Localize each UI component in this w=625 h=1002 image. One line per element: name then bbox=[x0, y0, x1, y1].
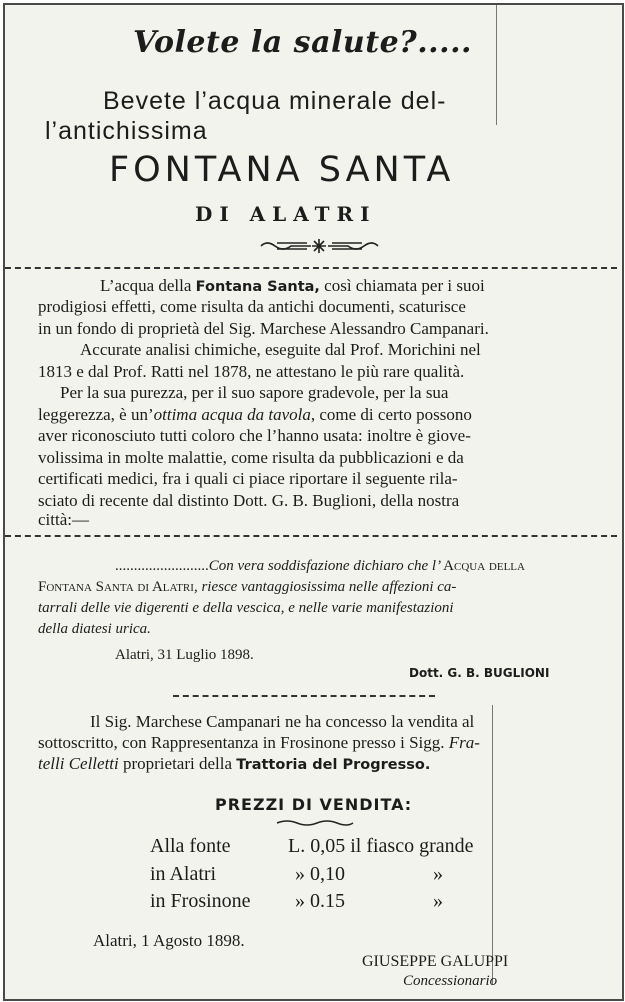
price-row-place: in Frosinone bbox=[150, 890, 251, 912]
para2-line-3: aver riconosciuto tutti coloro che l’hanno usata: inoltre è giove- bbox=[38, 426, 471, 445]
testimonial-signature: Dott. G. B. BUGLIONI bbox=[409, 666, 550, 680]
price-row-place: in Alatri bbox=[150, 863, 217, 885]
testimonial-line-2: Fontana Santa di Alatri, riesce vantaggiosissima nelle affezioni ca- bbox=[38, 579, 457, 595]
wavy-underline bbox=[275, 818, 355, 828]
crease-line bbox=[496, 5, 497, 125]
para1-line-1: L’acqua della Fontana Santa, così chiamata per i suoi bbox=[100, 276, 485, 295]
subtitle-line-2: l’antichissima bbox=[45, 117, 208, 145]
para2-line-7: città:— bbox=[38, 510, 89, 529]
para2-line-4: volissima in molte malattie, come risulta da pubblicazioni e da bbox=[38, 448, 464, 467]
brand-place: DI ALATRI bbox=[195, 202, 377, 226]
price-row-value: » 0.15 bbox=[295, 890, 345, 912]
testimonial-line-3: tarrali delle vie digerenti e della vescica, e nelle varie manifestazioni bbox=[38, 600, 454, 616]
footer-role: Concessionario bbox=[403, 973, 498, 989]
para1-line-5: 1813 e dal Prof. Ratti nel 1878, ne attestano le più rare qualità. bbox=[38, 362, 465, 381]
advertisement-page bbox=[5, 5, 622, 999]
short-divider bbox=[173, 695, 435, 697]
price-row-place: Alla fonte bbox=[150, 835, 231, 857]
prices-title: PREZZI DI VENDITA: bbox=[215, 795, 413, 814]
para1-line-3: in un fondo di proprietà del Sig. Marchese Alessandro Campanari. bbox=[38, 319, 489, 338]
price-row-value: L. 0,05 il fiasco grande bbox=[288, 835, 474, 857]
footer-name: GIUSEPPE GALUPPI bbox=[362, 953, 509, 970]
para2-line-1: Per la sua purezza, per il suo sapore gradevole, per la sua bbox=[60, 383, 449, 402]
price-row-value: » 0,10 bbox=[295, 863, 345, 885]
testimonial-line-1: .........................Con vera soddisfazione dichiaro che l’ Acqua della bbox=[115, 558, 525, 574]
testimonial-line-4: della diatesi urica. bbox=[38, 621, 151, 637]
section-divider bbox=[5, 535, 617, 537]
para3-line-2: sottoscritto, con Rappresentanza in Frosinone presso i Sigg. Fra- bbox=[38, 733, 480, 752]
para2-line-2: leggerezza, è un’ottima acqua da tavola, come di certo possono bbox=[38, 405, 472, 424]
headline: Volete la salute?..... bbox=[133, 25, 472, 60]
ornament-divider bbox=[257, 237, 382, 255]
section-divider bbox=[5, 267, 617, 269]
crease-line bbox=[492, 705, 493, 985]
para1-line-2: prodigiosi effetti, come risulta da antichi documenti, scaturisce bbox=[38, 297, 466, 316]
document-frame bbox=[3, 3, 624, 1001]
para2-line-6: sciato di recente dal distinto Dott. G. B. Buglioni, della nostra bbox=[38, 491, 460, 510]
footer-date: Alatri, 1 Agosto 1898. bbox=[93, 931, 245, 950]
para3-line-3: telli Celletti proprietari della Trattoria del Progresso. bbox=[38, 754, 431, 773]
testimonial-date: Alatri, 31 Luglio 1898. bbox=[115, 647, 254, 663]
para2-line-5: certificati medici, fra i quali ci piace riportare il seguente rila- bbox=[38, 469, 458, 488]
para1-line-4: Accurate analisi chimiche, eseguite dal Prof. Morichini nel bbox=[80, 340, 481, 359]
brand-name: FONTANA SANTA bbox=[109, 150, 455, 190]
para3-line-1: Il Sig. Marchese Campanari ne ha concesso la vendita al bbox=[90, 712, 475, 731]
ditto-mark: » bbox=[433, 863, 443, 885]
subtitle-line-1: Bevete l’acqua minerale del- bbox=[103, 87, 447, 115]
ditto-mark: » bbox=[433, 890, 443, 912]
